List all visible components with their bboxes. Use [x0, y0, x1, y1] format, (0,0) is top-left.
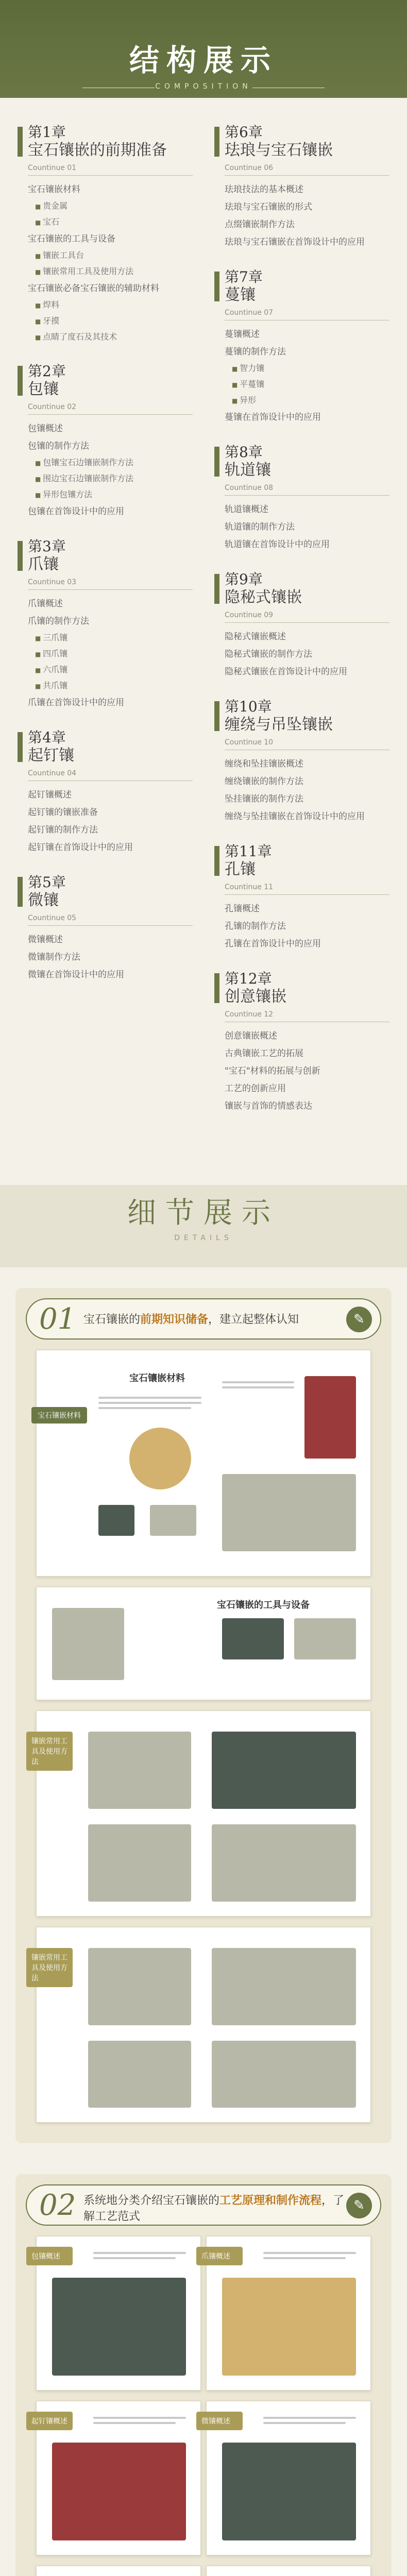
chapter-accent-bar [214, 846, 219, 876]
overview-label: 微镶概述 [196, 2412, 243, 2430]
toc-item: 孔镶概述 [225, 904, 260, 914]
gem-photo [98, 1505, 134, 1536]
section-01-number: 01 [39, 1302, 76, 1336]
toc-sub-item: ■ 牙摸 [35, 313, 193, 329]
chapter-divider [28, 175, 193, 176]
toc-item: 珐琅与宝石镶嵌在首饰设计中的应用 [225, 237, 365, 247]
toc-item: 古典镶嵌工艺的拓展 [225, 1048, 303, 1059]
chapter-accent-bar [214, 973, 219, 1003]
toc-item: 蔓镶概述 [225, 329, 260, 340]
toc-item: 隐秘式镶嵌的制作方法 [225, 649, 312, 659]
pen-icon: ✎ [346, 1307, 372, 1332]
overview-page [31, 2401, 201, 2555]
toc-item: 爪镶的制作方法 [28, 616, 89, 626]
chapter-number: 第5章 [28, 874, 66, 891]
section-02 [15, 2174, 392, 2576]
toc-item: 孔镶在首饰设计中的应用 [225, 939, 321, 949]
toc-item: 隐秘式镶嵌在首饰设计中的应用 [225, 667, 347, 677]
chapter-number: 第10章 [225, 698, 272, 715]
gold-coin-image [129, 1428, 191, 1489]
toc-left-column [18, 124, 193, 1001]
chapter-title: 起钉镶 [28, 747, 74, 765]
chapter-accent-bar [18, 732, 23, 762]
tools-photo-2 [88, 1824, 191, 1902]
toc-item: 孔镶的制作方法 [225, 921, 286, 931]
chapter-en: Countinue 07 [225, 309, 274, 317]
chapter-heading [214, 843, 389, 879]
chapter-title: 珐琅与宝石镶嵌 [225, 141, 333, 159]
toc-sub-item: ■ 异形 [232, 393, 389, 409]
chapter-heading [214, 124, 389, 160]
section-01-header [26, 1298, 381, 1340]
chapter-en: Countinue 10 [225, 738, 274, 747]
toc-sub-item: ■ 包镶宝石边镶嵌制作方法 [35, 455, 193, 471]
section-01-highlight: 前期知识储备 [140, 1313, 209, 1326]
label-tools-a: 镶嵌常用工具及使用方法 [26, 1732, 73, 1771]
toc-item: 起钉镶的制作方法 [28, 825, 98, 835]
section-01 [15, 1288, 392, 2143]
overview-photo [222, 2278, 356, 2376]
toc-item: 微镶概述 [28, 935, 63, 945]
chapter-title: 微镶 [28, 891, 59, 909]
chapter-en: Countinue 09 [225, 611, 274, 619]
label-tools-b: 镶嵌常用工具及使用方法 [26, 1948, 73, 1987]
pen-icon-2: ✎ [346, 2193, 372, 2218]
toc-sub-item: ■ 三爪镶 [35, 630, 193, 646]
toc-item: 点缀镶嵌制作方法 [225, 219, 295, 230]
toc-item: 缠绕和坠挂镶嵌概述 [225, 759, 303, 769]
toc-sub-item: ■ 六爪镶 [35, 662, 193, 678]
overview-page [31, 2236, 201, 2391]
chapter-accent-bar [18, 366, 23, 396]
details-banner [0, 1113, 407, 1283]
overview-photo [52, 2278, 186, 2376]
chapter-accent-bar [214, 447, 219, 477]
chapter-heading [214, 970, 389, 1006]
toc-sub-item: ■ 焊料 [35, 297, 193, 313]
chapter-heading [214, 571, 389, 607]
toc-right-column [214, 124, 389, 1132]
material-photo [150, 1505, 196, 1536]
chapter-divider [28, 925, 193, 926]
toc-sub-item: ■ 异形包镶方法 [35, 487, 193, 503]
chapter-accent-bar [214, 701, 219, 731]
chapter-accent-bar [18, 541, 23, 571]
chapter-divider [225, 495, 389, 496]
overview-photo [52, 2443, 186, 2540]
toc-chapter [214, 970, 389, 1115]
preview-tag-materials: 宝石镶嵌材料 [31, 1407, 87, 1423]
chapter-title: 缠绕与吊坠镶嵌 [225, 716, 333, 734]
toc-sub-item: ■ 贵金属 [35, 198, 193, 214]
chapter-heading [18, 538, 193, 574]
section-02-text-before: 系统地分类介绍宝石镶嵌的 [83, 2194, 220, 2207]
chapter-number: 第6章 [225, 124, 263, 141]
chapter-divider [28, 589, 193, 590]
chapter-number: 第1章 [28, 124, 66, 141]
chapter-accent-bar [18, 127, 23, 157]
chapter-number: 第12章 [225, 970, 272, 987]
chapter-accent-bar [214, 574, 219, 604]
chapter-en: Countinue 03 [28, 578, 77, 586]
tools-photo [88, 1732, 191, 1809]
toc-sub-item: ■ 宝石 [35, 214, 193, 230]
toc-chapter [18, 538, 193, 711]
toc-item: 轨道镶概述 [225, 504, 268, 515]
toc-item: 蔓镶在首饰设计中的应用 [225, 412, 321, 422]
toc-item: 起钉镶的镶嵌准备 [28, 807, 98, 818]
chapter-title: 爪镶 [28, 555, 59, 573]
section-02-text [83, 2192, 351, 2224]
chapter-title: 包镶 [28, 380, 59, 398]
chapter-number: 第3章 [28, 538, 66, 555]
toc-chapter [214, 124, 389, 251]
toc-item: 宝石镶嵌必备宝石镶嵌的辅助材料 [28, 283, 159, 294]
toc-item: 包镶概述 [28, 423, 63, 434]
toc-item: "宝石"材料的拓展与创新 [225, 1066, 320, 1076]
toc-sub-item: ■ 围边宝石边镶嵌制作方法 [35, 471, 193, 487]
preview-page-common-tools [31, 1710, 371, 1917]
pliers-photo [88, 2041, 191, 2108]
overview-page [206, 2566, 371, 2576]
toc-item: 宝石镶嵌材料 [28, 184, 80, 195]
gravers-photo [212, 1948, 356, 2025]
chapter-accent-bar [214, 272, 219, 301]
chapter-en: Countinue 11 [225, 883, 274, 891]
details-subtitle: DETAILS [174, 1234, 233, 1242]
overview-label: 包镶概述 [26, 2247, 73, 2265]
overview-page [201, 2401, 371, 2555]
toc-item: 工艺的创新应用 [225, 1083, 286, 1094]
chapter-title: 蔓镶 [225, 286, 256, 304]
chapter-en: Countinue 08 [225, 484, 274, 492]
toc-item: 坠挂镶嵌的制作方法 [225, 794, 303, 804]
overview-page [201, 2236, 371, 2391]
toc-sub-item: ■ 点睛了度石及其技术 [35, 329, 193, 345]
toc-item: 镶嵌与首饰的情感表达 [225, 1101, 312, 1111]
overview-page [36, 2566, 201, 2576]
chapter-heading [214, 444, 389, 480]
section-02-number: 02 [39, 2189, 76, 2222]
preview-page-tools-title: 宝石镶嵌的工具与设备 [217, 1600, 310, 1611]
chapter-title: 孔镶 [225, 860, 256, 878]
toc-item: 轨道镶在首饰设计中的应用 [225, 539, 330, 550]
text-block [222, 1474, 356, 1551]
section-02-text-after: ，了解工艺范式 [83, 2194, 345, 2223]
toc-chapter [18, 124, 193, 345]
chapter-number: 第4章 [28, 729, 66, 746]
toc-sub-item: ■ 智力镶 [232, 361, 389, 377]
toc-chapter [214, 698, 389, 825]
toc-item: 隐秘式镶嵌概述 [225, 632, 286, 642]
tools-grid-photo [212, 1732, 356, 1809]
toc-chapter [214, 268, 389, 426]
section-01-text-before: 宝石镶嵌的 [83, 1313, 141, 1326]
chapter-number: 第9章 [225, 571, 263, 588]
overview-photo [222, 2443, 356, 2540]
chapter-heading [18, 729, 193, 765]
chapter-divider [28, 414, 193, 415]
files-photo [212, 2041, 356, 2108]
chapter-number: 第2章 [28, 363, 66, 380]
workbench-photo [222, 1618, 284, 1659]
chapter-title: 宝石镶嵌的前期准备 [28, 141, 167, 159]
preview-page-title: 宝石镶嵌材料 [129, 1373, 185, 1384]
toc-chapter [214, 843, 389, 953]
toc-item: 珐琅技法的基本概述 [225, 184, 303, 195]
table-of-contents [18, 124, 389, 1111]
chapter-number: 第11章 [225, 843, 272, 860]
toc-chapter [18, 363, 193, 520]
necklace-photo [304, 1376, 356, 1459]
microscope-photo [88, 1948, 191, 2025]
section-02-header [26, 2184, 381, 2226]
chapter-divider [225, 175, 389, 176]
toc-item: 珐琅与宝石镶嵌的形式 [225, 202, 312, 212]
toc-sub-item: ■ 四爪镶 [35, 646, 193, 662]
preview-page-tools [36, 1587, 371, 1700]
toc-item: 起钉镶概述 [28, 790, 72, 800]
toc-sub-item: ■ 镶嵌常用工具及使用方法 [35, 264, 193, 280]
chapter-title: 创意镶嵌 [225, 988, 286, 1006]
details-title: 细节展示 [127, 1196, 280, 1230]
chapter-en: Countinue 01 [28, 164, 77, 172]
overview-label: 起钉镶概述 [26, 2412, 73, 2430]
toc-chapter [214, 571, 389, 681]
toc-item: 爪镶概述 [28, 599, 63, 609]
toc-item: 创意镶嵌概述 [225, 1031, 277, 1041]
chapter-en: Countinue 05 [28, 914, 77, 922]
diagram-rings [52, 1608, 124, 1680]
section-01-text-after: ，建立起整体认知 [208, 1313, 299, 1326]
toc-item: 包镶在首饰设计中的应用 [28, 506, 124, 517]
chapter-en: Countinue 02 [28, 403, 77, 411]
toc-item: 缠绕镶嵌的制作方法 [225, 776, 303, 787]
preview-page-materials [36, 1350, 371, 1577]
toc-item: 宝石镶嵌的工具与设备 [28, 234, 115, 244]
overview-label: 爪镶概述 [196, 2247, 243, 2265]
hero-title: 结构展示 [129, 43, 278, 78]
chapter-title: 隐秘式镶嵌 [225, 588, 302, 606]
toc-chapter [214, 444, 389, 553]
chapter-number: 第7章 [225, 268, 263, 285]
toc-chapter [18, 874, 193, 984]
toc-sub-item: ■ 镶嵌工具台 [35, 248, 193, 264]
toc-item: 蔓镶的制作方法 [225, 347, 286, 357]
toc-sub-item: ■ 平蔓镶 [232, 377, 389, 393]
section-01-text [83, 1311, 351, 1327]
chapter-divider [225, 894, 389, 895]
toc-sub-item: ■ 共爪镶 [35, 678, 193, 694]
preview-page-common-tools-2 [31, 1927, 371, 2123]
chapter-heading [18, 124, 193, 160]
toc-item: 缠绕与坠挂镶嵌在首饰设计中的应用 [225, 811, 365, 822]
toc-chapter [18, 729, 193, 856]
toc-item: 包镶的制作方法 [28, 441, 89, 451]
chapter-heading [214, 698, 389, 734]
toc-item: 轨道镶的制作方法 [225, 522, 295, 532]
chapter-number: 第8章 [225, 444, 263, 461]
tool-photo [294, 1618, 356, 1659]
chapter-accent-bar [214, 127, 219, 157]
hero-subtitle: COMPOSITION [155, 82, 252, 91]
chapter-en: Countinue 12 [225, 1010, 274, 1019]
toc-item: 微镶在首饰设计中的应用 [28, 970, 124, 980]
section-02-highlight: 工艺原理和制作流程 [219, 2194, 322, 2207]
chapter-heading [18, 874, 193, 910]
chapter-en: Countinue 06 [225, 164, 274, 172]
toc-item: 起钉镶在首饰设计中的应用 [28, 842, 133, 853]
chapter-title: 轨道镶 [225, 461, 271, 479]
chapter-heading [18, 363, 193, 399]
chapter-divider [225, 622, 389, 623]
chapter-accent-bar [18, 877, 23, 907]
chapter-heading [214, 268, 389, 304]
hero-banner [0, 0, 407, 98]
toc-item: 微镶制作方法 [28, 952, 80, 962]
chapter-en: Countinue 04 [28, 769, 77, 777]
tools-photo-3 [212, 1824, 356, 1902]
toc-item: 爪镶在首饰设计中的应用 [28, 698, 124, 708]
